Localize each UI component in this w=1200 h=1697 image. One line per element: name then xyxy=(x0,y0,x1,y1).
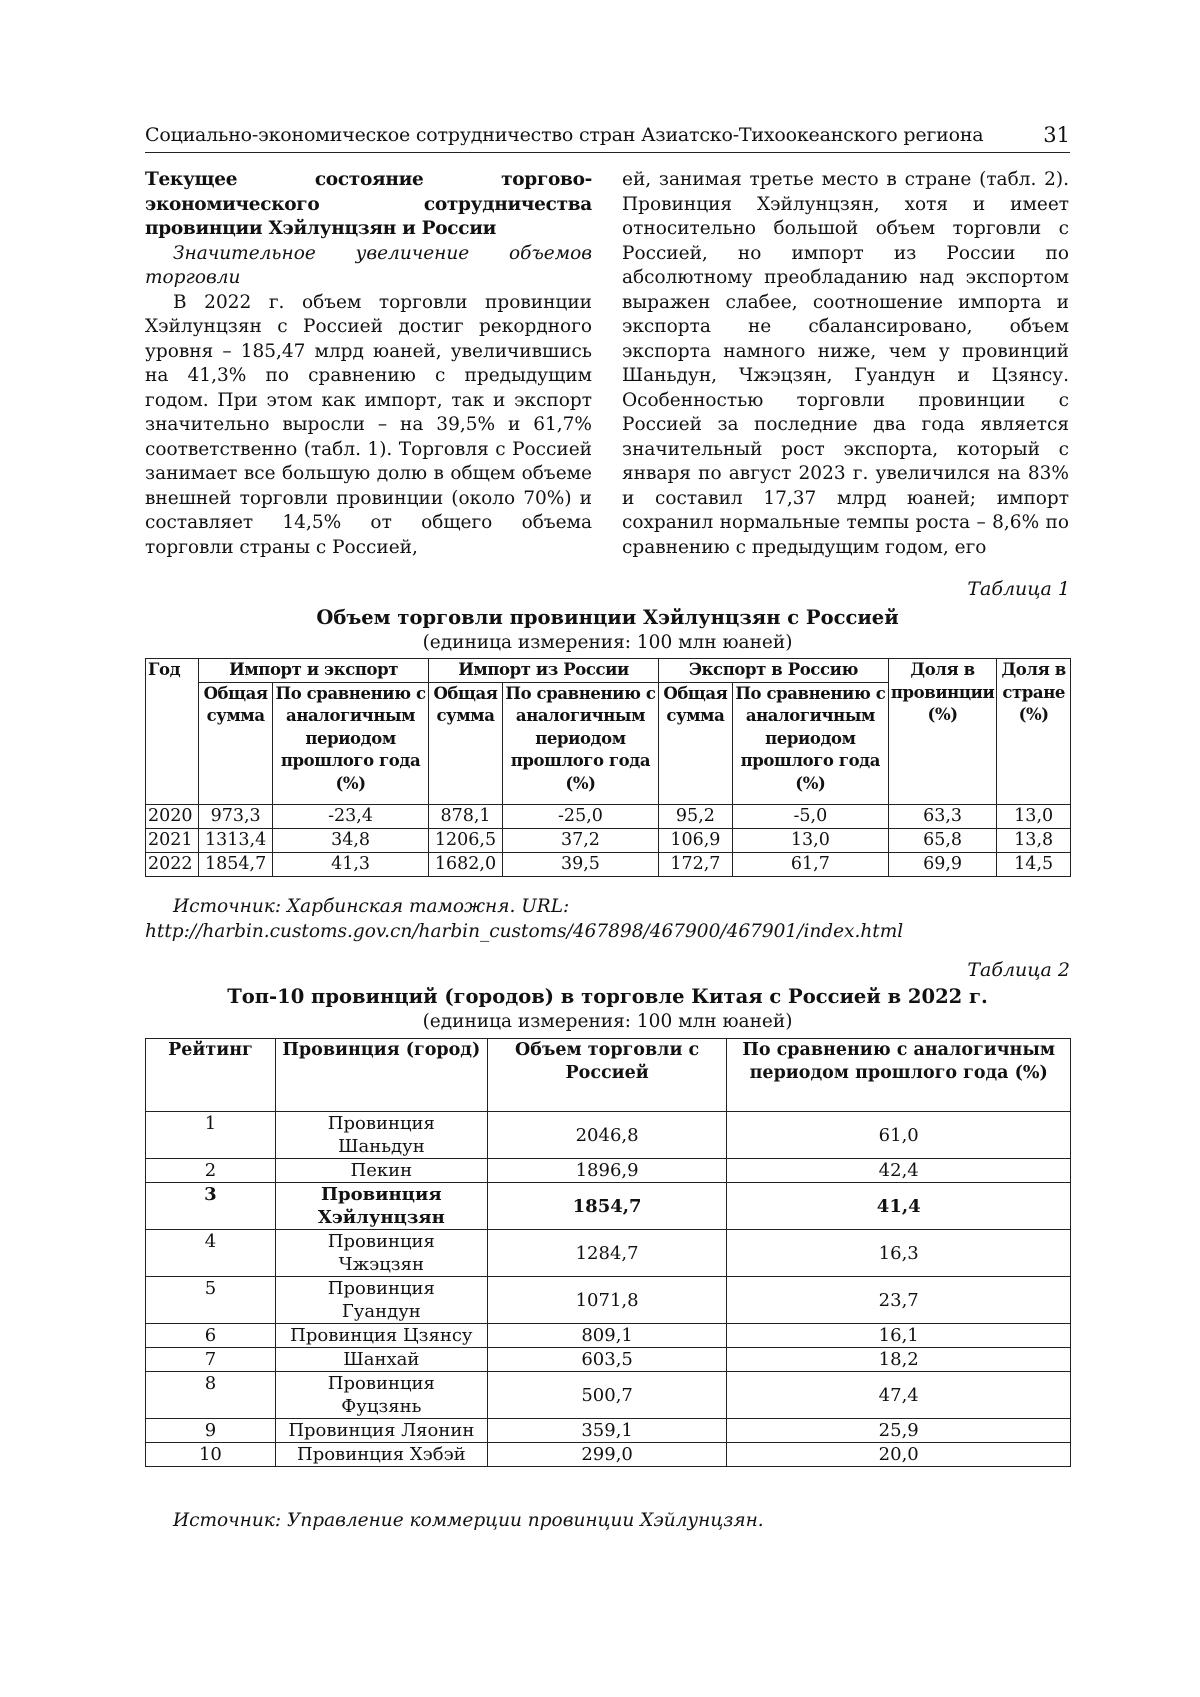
section-title: Текущее состояние торгово-экономического сотрудничества провинции Хэйлунцзян и России xyxy=(145,169,592,239)
t1-cell-share-cn: 13,8 xyxy=(997,828,1071,852)
t2-cell-volume: 1071,8 xyxy=(487,1277,727,1324)
t1-cell-imp: 1206,5 xyxy=(429,828,503,852)
t2-cell-rank: 3 xyxy=(146,1183,276,1230)
t2-cell-chg: 23,7 xyxy=(727,1277,1071,1324)
body-paragraph-left: В 2022 г. объем торговли провинции Хэйлунцзян с Россией достиг рекордного уровня – 185,47 млрд юаней, увеличившись на 41,3% по сравнению с предыдущим годом. При этом как импорт, так и экспорт значительно выросли – на 39,5% и 61,7% соответственно (табл. 1). Торговля с Россией занимает все большую долю в общем объеме внешней торговли провинции (около 70%) и составляет 14,5% от общего объема торговли страны с Россией, xyxy=(145,291,592,558)
t1-cell-total: 1854,7 xyxy=(199,852,273,876)
table2 xyxy=(145,1038,1071,1467)
t2-header-compare: По сравнению с аналогичным периодом прошлого года (%) xyxy=(727,1039,1071,1112)
table2-row xyxy=(146,1159,1071,1183)
t2-cell-province: Провинция Цзянсу xyxy=(275,1324,487,1348)
t2-cell-rank: 4 xyxy=(146,1230,276,1277)
t2-header-volume: Объем торговли с Россией xyxy=(487,1039,727,1112)
t2-cell-chg: 16,1 xyxy=(727,1324,1071,1348)
t1-subheader-compare: По сравнению с аналогичным периодом прошлого года (%) xyxy=(732,682,888,804)
t2-cell-chg: 20,0 xyxy=(727,1443,1071,1467)
running-header xyxy=(145,118,1070,153)
table1-source-text: Источник: Харбинская таможня. URL: http://harbin.customs.gov.cn/harbin_customs/467898/467900/467901/index.html xyxy=(145,896,904,942)
t2-cell-province: Провинция Хэбэй xyxy=(275,1443,487,1467)
t2-cell-volume: 1284,7 xyxy=(487,1230,727,1277)
t1-cell-exp-chg: 13,0 xyxy=(732,828,888,852)
table1-row xyxy=(146,828,1071,852)
t2-cell-rank: 8 xyxy=(146,1372,276,1419)
t1-header-year: Год xyxy=(146,659,199,805)
t2-cell-province: Провинция Гуандун xyxy=(275,1277,487,1324)
table1-title: Объем торговли провинции Хэйлунцзян с Россией xyxy=(316,606,899,629)
table2-row xyxy=(146,1183,1071,1230)
t1-header-share-province: Доля в провинции (%) xyxy=(888,659,996,805)
t1-cell-share-prov: 65,8 xyxy=(888,828,996,852)
t2-cell-chg: 47,4 xyxy=(727,1372,1071,1419)
table1-source xyxy=(145,894,1070,944)
t1-header-export: Экспорт в Россию xyxy=(658,659,888,683)
table2-row xyxy=(146,1348,1071,1372)
t1-cell-year: 2021 xyxy=(146,828,199,852)
t2-cell-province: Провинция Чжэцзян xyxy=(275,1230,487,1277)
t2-header-rank: Рейтинг xyxy=(146,1039,276,1112)
t1-cell-total-chg: -23,4 xyxy=(273,804,429,828)
t2-cell-rank: 1 xyxy=(146,1112,276,1159)
t2-cell-rank: 7 xyxy=(146,1348,276,1372)
t1-cell-imp: 878,1 xyxy=(429,804,503,828)
table2-row xyxy=(146,1324,1071,1348)
body-paragraph-right: ей, занимая третье место в стране (табл. 2). Провинция Хэйлунцзян, хотя и имеет относительно большой объем торговли с Россией, но импорт из России по абсолютному преобладанию над экспортом выражен слабее, соотношение импорта и экспорта не сбалансировано, объем экспорта намного ниже, чем у провинций Шаньдун, Чжэцзян, Гуандун и Цзянсу. Особенностью торговли провинции с Россией за последние два года является значительный рост экспорта, который с января по август 2023 г. увеличился на 83% и составил 17,37 млрд юаней; импорт сохранил нормальные темпы роста – 8,6% по сравнению с предыдущим годом, его xyxy=(622,169,1069,558)
t1-cell-share-cn: 13,0 xyxy=(997,804,1071,828)
t1-cell-year: 2020 xyxy=(146,804,199,828)
table2-row xyxy=(146,1230,1071,1277)
t2-cell-province: Пекин xyxy=(275,1159,487,1183)
page-number: 31 xyxy=(1043,123,1070,147)
t1-subheader-sum: Общая сумма xyxy=(199,682,273,804)
t2-cell-volume: 603,5 xyxy=(487,1348,727,1372)
t1-cell-total-chg: 34,8 xyxy=(273,828,429,852)
t1-cell-imp-chg: 37,2 xyxy=(502,828,658,852)
t2-cell-rank: 2 xyxy=(146,1159,276,1183)
t1-header-import: Импорт из России xyxy=(429,659,659,683)
t2-cell-volume: 809,1 xyxy=(487,1324,727,1348)
t1-cell-total: 1313,4 xyxy=(199,828,273,852)
t1-cell-total-chg: 41,3 xyxy=(273,852,429,876)
t2-cell-volume: 359,1 xyxy=(487,1419,727,1443)
t2-cell-province: Шанхай xyxy=(275,1348,487,1372)
t2-cell-rank: 6 xyxy=(146,1324,276,1348)
table1-row xyxy=(146,852,1071,876)
t1-cell-share-cn: 14,5 xyxy=(997,852,1071,876)
table2-source xyxy=(145,1508,1070,1533)
t1-header-share-country: Доля в стране (%) xyxy=(997,659,1071,805)
t1-cell-year: 2022 xyxy=(146,852,199,876)
table2-row xyxy=(146,1112,1071,1159)
t1-subheader-compare: По сравнению с аналогичным периодом прошлого года (%) xyxy=(502,682,658,804)
t1-header-total: Импорт и экспорт xyxy=(199,659,429,683)
t2-cell-province: Провинция Фуцзянь xyxy=(275,1372,487,1419)
t1-cell-exp-chg: 61,7 xyxy=(732,852,888,876)
t1-cell-imp-chg: 39,5 xyxy=(502,852,658,876)
t1-cell-exp: 106,9 xyxy=(658,828,732,852)
t2-cell-chg: 41,4 xyxy=(727,1183,1071,1230)
t1-cell-imp-chg: -25,0 xyxy=(502,804,658,828)
t2-cell-volume: 1896,9 xyxy=(487,1159,727,1183)
t2-cell-province: Провинция Шаньдун xyxy=(275,1112,487,1159)
table1-caption: Таблица 1 xyxy=(967,578,1070,600)
table2-caption: Таблица 2 xyxy=(967,959,1070,981)
subsection-title: Значительное увеличение объемов торговли xyxy=(145,242,592,288)
t1-cell-share-prov: 69,9 xyxy=(888,852,996,876)
table2-unit: (единица измерения: 100 млн юаней) xyxy=(422,1011,793,1032)
table2-row xyxy=(146,1277,1071,1324)
running-header-title: Социально-экономическое сотрудничество стран Азиатско-Тихоокеанского региона xyxy=(145,124,984,146)
t2-cell-rank: 9 xyxy=(146,1419,276,1443)
t2-cell-chg: 61,0 xyxy=(727,1112,1071,1159)
table2-source-text: Источник: Управление коммерции провинции Хэйлунцзян. xyxy=(173,1510,764,1531)
t2-cell-volume: 1854,7 xyxy=(487,1183,727,1230)
t2-cell-rank: 10 xyxy=(146,1443,276,1467)
t1-cell-exp-chg: -5,0 xyxy=(732,804,888,828)
table1-unit: (единица измерения: 100 млн юаней) xyxy=(422,632,793,653)
t2-cell-volume: 500,7 xyxy=(487,1372,727,1419)
table2-row xyxy=(146,1372,1071,1419)
table2-row xyxy=(146,1443,1071,1467)
table2-title: Топ-10 провинций (городов) в торговле Китая с Россией в 2022 г. xyxy=(227,985,988,1008)
t2-cell-chg: 16,3 xyxy=(727,1230,1071,1277)
t1-subheader-compare: По сравнению с аналогичным периодом прошлого года (%) xyxy=(273,682,429,804)
t1-cell-exp: 95,2 xyxy=(658,804,732,828)
t2-cell-chg: 18,2 xyxy=(727,1348,1071,1372)
t1-cell-share-prov: 63,3 xyxy=(888,804,996,828)
t2-cell-chg: 25,9 xyxy=(727,1419,1071,1443)
t2-cell-rank: 5 xyxy=(146,1277,276,1324)
t1-cell-imp: 1682,0 xyxy=(429,852,503,876)
table2-row xyxy=(146,1419,1071,1443)
t2-cell-volume: 2046,8 xyxy=(487,1112,727,1159)
t1-cell-total: 973,3 xyxy=(199,804,273,828)
table1 xyxy=(145,658,1071,877)
t1-cell-exp: 172,7 xyxy=(658,852,732,876)
text-column-left xyxy=(145,168,592,560)
t2-cell-province: Провинция Хэйлунцзян xyxy=(275,1183,487,1230)
text-column-right xyxy=(622,168,1069,560)
t2-cell-chg: 42,4 xyxy=(727,1159,1071,1183)
t2-cell-province: Провинция Ляонин xyxy=(275,1419,487,1443)
t1-subheader-sum: Общая сумма xyxy=(429,682,503,804)
t2-cell-volume: 299,0 xyxy=(487,1443,727,1467)
t1-subheader-sum: Общая сумма xyxy=(658,682,732,804)
t2-header-province: Провинция (город) xyxy=(275,1039,487,1112)
table1-row xyxy=(146,804,1071,828)
